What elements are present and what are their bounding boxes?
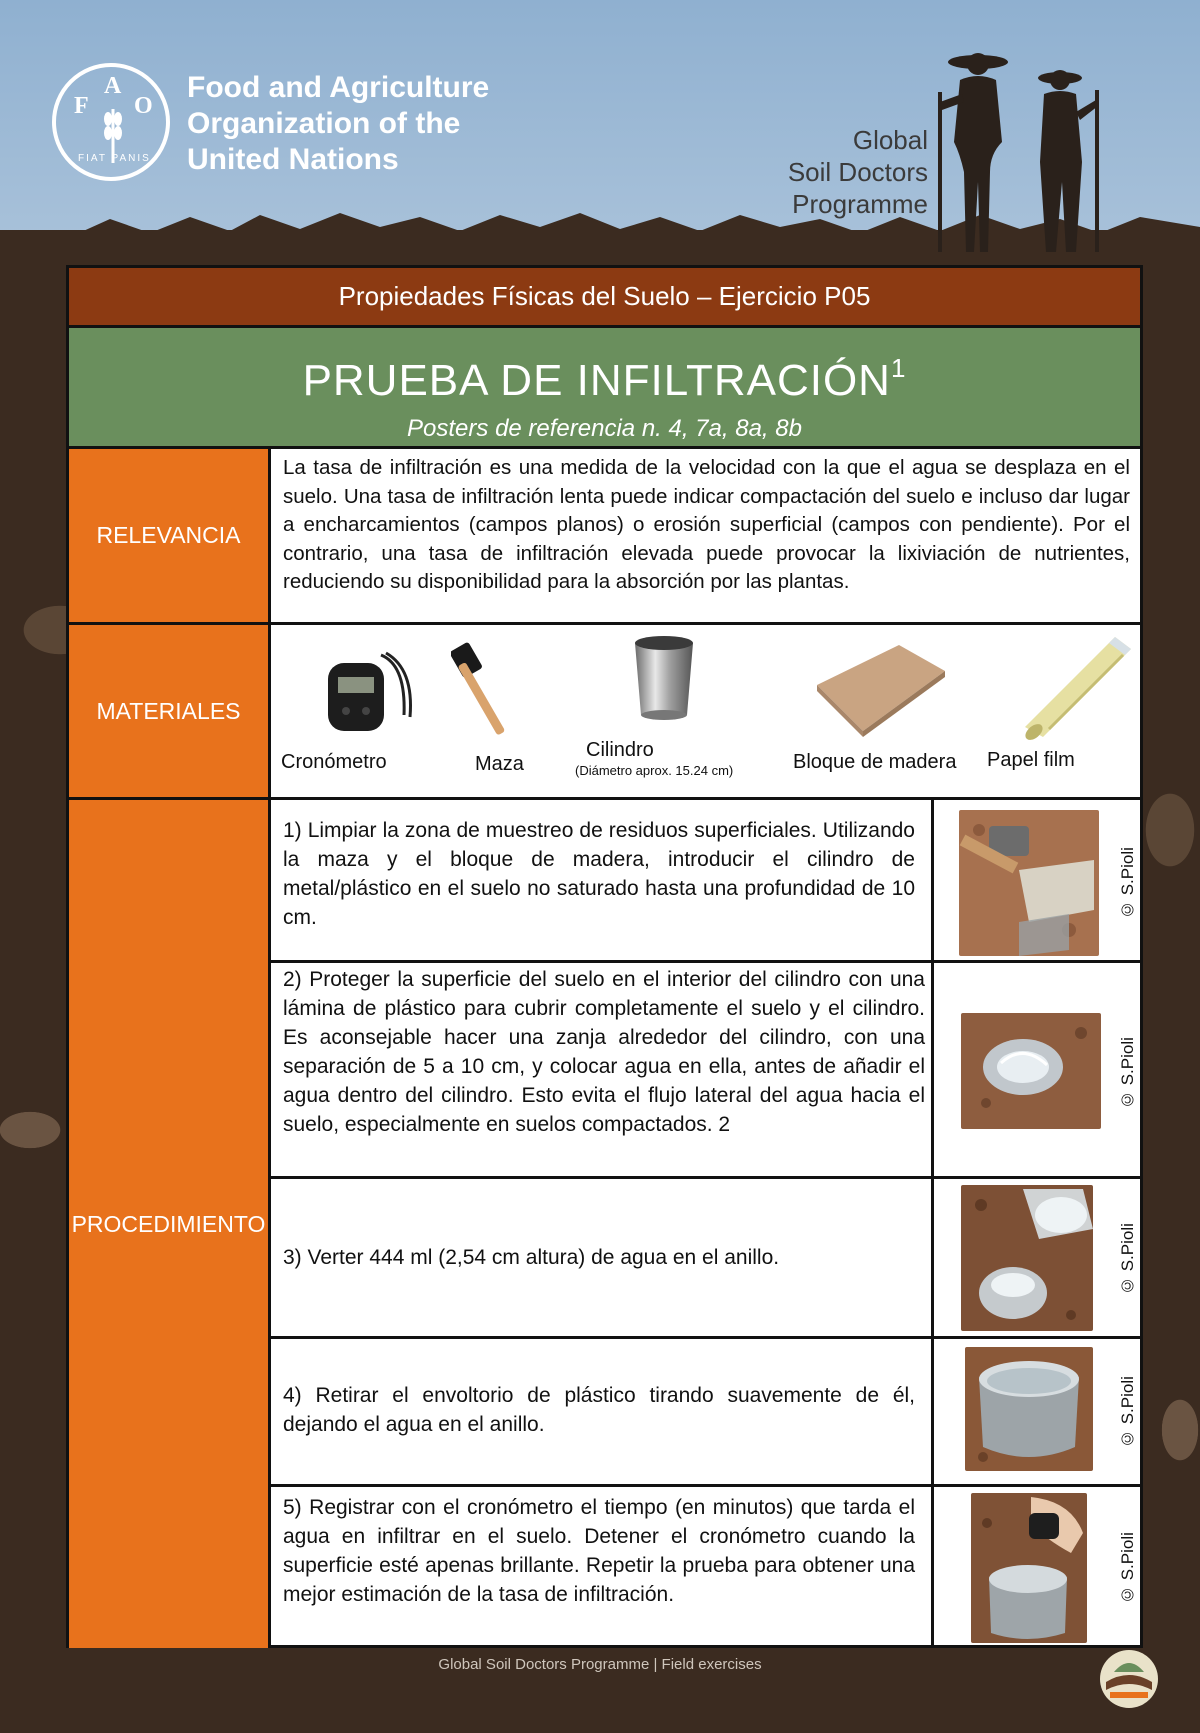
step-divider bbox=[931, 1487, 934, 1648]
procedure-label bbox=[69, 800, 271, 1648]
title-footnote: 1 bbox=[890, 353, 907, 383]
materials-label-text: MATERIALES bbox=[96, 697, 241, 724]
photo-credit: © S.Pioli bbox=[1118, 1376, 1137, 1448]
cylinder-icon bbox=[631, 633, 697, 723]
step-photo-plastic-cover bbox=[961, 1013, 1101, 1129]
step-divider bbox=[931, 800, 934, 960]
fao-logo-motto: FIAT PANIS bbox=[78, 153, 151, 164]
reference-posters: Posters de referencia n. 4, 7a, 8a, 8b bbox=[407, 415, 802, 442]
footer-text: Global Soil Doctors Programme | Field exercises bbox=[438, 1656, 762, 1673]
gsd-programme-name bbox=[770, 124, 928, 220]
fao-name-line: United Nations bbox=[187, 143, 399, 176]
gsd-badge-icon bbox=[1098, 1648, 1160, 1710]
fao-logo-letter-a: A bbox=[104, 73, 122, 99]
procedure-step bbox=[271, 1179, 1140, 1339]
material-label-cylinder: Cilindro bbox=[586, 739, 654, 761]
step-photo-ring-with-water bbox=[965, 1347, 1093, 1471]
material-label-plastic-film: Papel film bbox=[987, 749, 1075, 771]
material-label-stopwatch: Cronómetro bbox=[281, 751, 387, 773]
fao-logo-letter-o: O bbox=[134, 93, 153, 119]
step-text: 5) Registrar con el cronómetro el tiempo (en minutos) que tarda el agua en infiltrar en el suelo. Detener el cronómetro cuando la superficie esté apenas brillante. Repetir la prueba para obtener una mejor estimación de la tasa de infiltración. bbox=[283, 1496, 915, 1606]
materials-panel bbox=[271, 625, 1140, 800]
relevance-label bbox=[69, 449, 271, 625]
fao-name-line: Food and Agriculture bbox=[187, 71, 490, 104]
step-photo-stopwatch-timing bbox=[971, 1493, 1087, 1643]
procedure-step bbox=[271, 1487, 1140, 1648]
step-text: 3) Verter 444 ml (2,54 cm altura) de agua en el anillo. bbox=[283, 1246, 780, 1269]
materials-label bbox=[69, 625, 271, 800]
gsd-name-line: Programme bbox=[792, 189, 928, 219]
fao-name-line: Organization of the bbox=[187, 107, 461, 140]
wood-block-icon bbox=[811, 641, 951, 737]
procedure-step bbox=[271, 1339, 1140, 1487]
stopwatch-icon bbox=[326, 645, 416, 735]
plastic-film-icon bbox=[1019, 633, 1135, 741]
material-note-cylinder: (Diámetro aprox. 15.24 cm) bbox=[575, 763, 734, 778]
step-divider bbox=[931, 1179, 934, 1336]
mallet-icon bbox=[451, 639, 531, 739]
photo-credit: © S.Pioli bbox=[1118, 1223, 1137, 1295]
procedure-label-text: PROCEDIMIENTO bbox=[71, 1210, 266, 1237]
fao-logo-letter-f: F bbox=[74, 93, 89, 119]
step-text: 4) Retirar el envoltorio de plástico tirando suavemente de él, dejando el agua en el anillo. bbox=[283, 1384, 915, 1436]
farmers-silhouette-icon bbox=[930, 42, 1110, 257]
photo-credit: © S.Pioli bbox=[1118, 847, 1137, 919]
relevance-label-text: RELEVANCIA bbox=[96, 522, 241, 548]
fao-logo bbox=[52, 63, 170, 181]
page-title-text: PRUEBA DE INFILTRACIÓN bbox=[302, 356, 891, 405]
page-title bbox=[69, 328, 1140, 403]
step-text: 2) Proteger la superficie del suelo en el interior del cilindro con una lámina de plástico para cubrir completamente el suelo y el cilindro. Es aconsejable hacer una zanja alrededor del cilindro, con una separación de 5 a 10 cm, y colocar agua en ella, antes de añadir el agua dentro del cilindro. Esto evita el flujo lateral del agua hacia el suelo, especialmente en suelos compactados. 2 bbox=[283, 968, 925, 1136]
photo-credit: © S.Pioli bbox=[1118, 1037, 1137, 1109]
step-photo-cylinder-insertion bbox=[959, 810, 1099, 956]
fao-name bbox=[187, 70, 489, 178]
procedure-step bbox=[271, 963, 1140, 1179]
step-divider bbox=[931, 1339, 934, 1484]
step-divider bbox=[931, 963, 934, 1176]
exercise-card bbox=[66, 265, 1143, 1648]
gsd-name-line: Soil Doctors bbox=[787, 157, 928, 187]
material-label-mallet: Maza bbox=[475, 753, 524, 775]
step-text: 1) Limpiar la zona de muestreo de residuos superficiales. Utilizando la maza y el bloque de madera, introducir el cilindro de metal/plástico en el suelo no saturado hasta una profundidad de 10 cm. bbox=[283, 819, 915, 929]
procedure-step bbox=[271, 800, 1140, 963]
relevance-text: La tasa de infiltración es una medida de la velocidad con la que el agua se desplaza en el suelo. Una tasa de infiltración lenta puede indicar compactación del suelo e incluso dar lugar a encharcamientos (campos planos) o erosión superficial (campos con pendiente). Por el contrario, una tasa de infiltración elevada puede provocar la lixiviación de nutrientes, reduciendo su disponibilidad para la absorción por las plantas. bbox=[271, 449, 1140, 625]
title-banner bbox=[69, 328, 1140, 449]
exercise-subtitle: Propiedades Físicas del Suelo – Ejercicio P05 bbox=[69, 268, 1140, 328]
gsd-name-line: Global bbox=[852, 125, 928, 155]
material-label-wood-block: Bloque de madera bbox=[793, 751, 957, 773]
step-photo-pouring-water bbox=[961, 1185, 1093, 1331]
photo-credit: © S.Pioli bbox=[1118, 1532, 1137, 1604]
